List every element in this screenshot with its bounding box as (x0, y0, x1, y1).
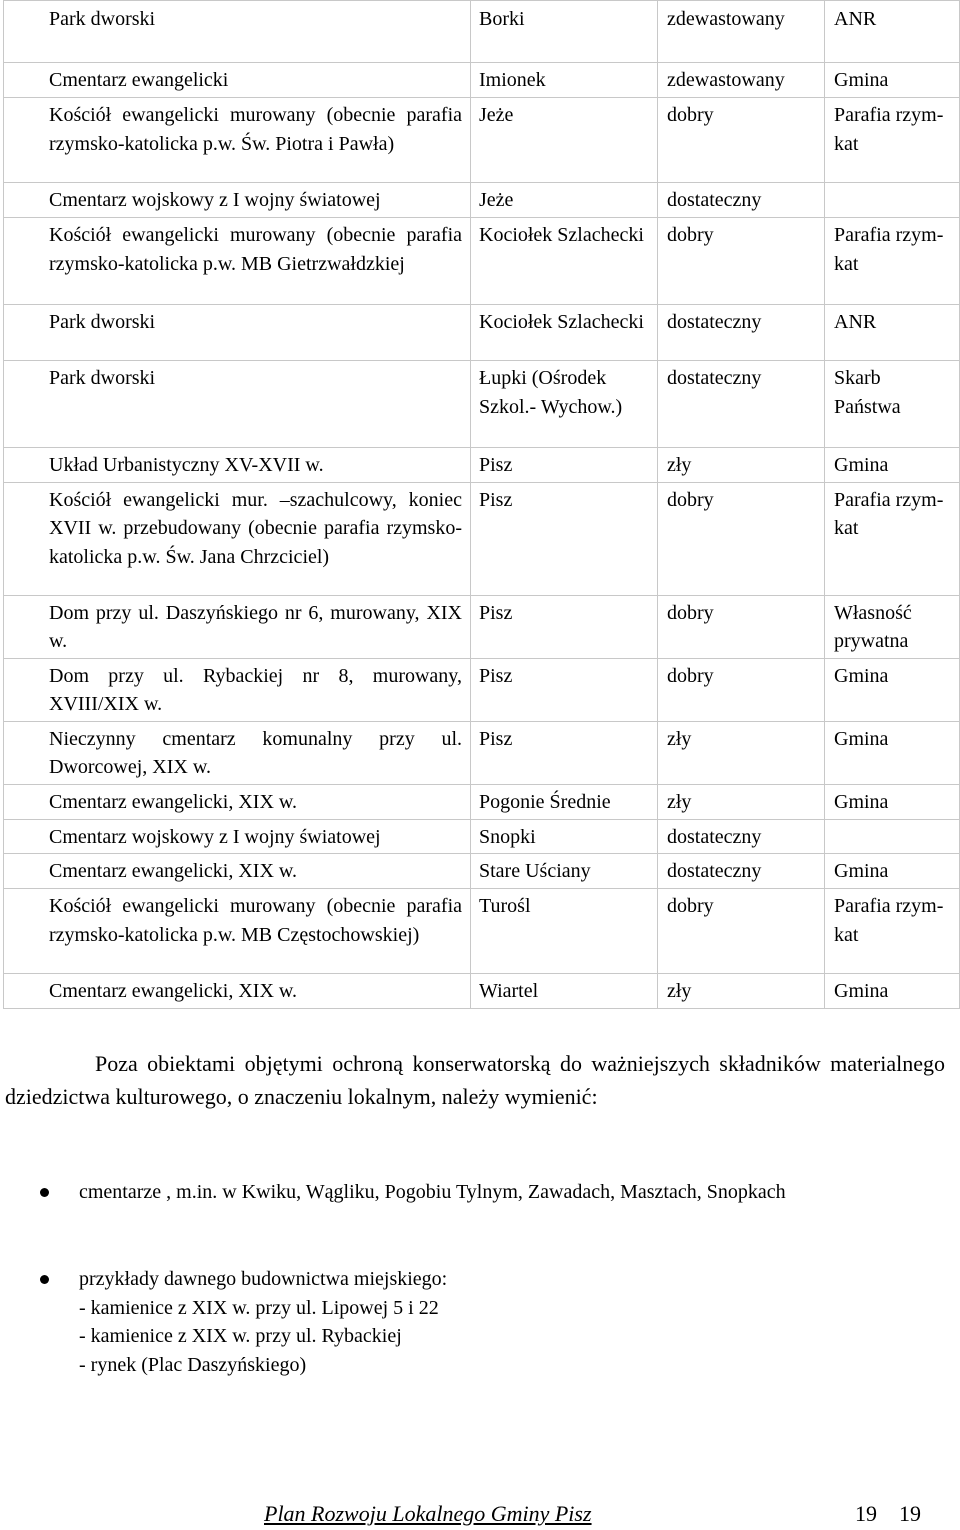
object-name-cell: Układ Urbanistyczny XV-XVII w. (4, 448, 471, 483)
heritage-paragraph (5, 1047, 945, 1113)
footer-title: Plan Rozwoju Lokalnego Gminy Pisz (264, 1501, 592, 1526)
page-number: 19 (855, 1501, 877, 1526)
object-name-cell: Kościół ewangelicki murowany (obecnie parafia rzymsko-katolicka p.w. MB Częstochowskiej) (4, 889, 471, 974)
owner-cell: Własność prywatna (825, 595, 960, 658)
owner-cell: Parafia rzym-kat (825, 98, 960, 183)
condition-cell: dobry (658, 889, 825, 974)
owner-cell: Skarb Państwa (825, 361, 960, 448)
location-cell: Kociołek Szlachecki (471, 218, 658, 305)
condition-cell: zły (658, 974, 825, 1009)
object-name-cell: Cmentarz ewangelicki, XIX w. (4, 784, 471, 819)
table-row (4, 658, 960, 721)
condition-cell: dobry (658, 98, 825, 183)
object-name-cell: Cmentarz ewangelicki (4, 63, 471, 98)
object-name-cell: Cmentarz wojskowy z I wojny światowej (4, 819, 471, 854)
location-cell: Borki (471, 1, 658, 63)
owner-cell (825, 819, 960, 854)
object-name-cell: Dom przy ul. Rybackiej nr 8, murowany, XVIII/XIX w. (4, 658, 471, 721)
table-row (4, 784, 960, 819)
condition-cell: dostateczny (658, 854, 825, 889)
table-row (4, 595, 960, 658)
location-cell: Pisz (471, 658, 658, 721)
table-row (4, 448, 960, 483)
object-name-cell: Kościół ewangelicki murowany (obecnie parafia rzymsko-katolicka p.w. Św. Piotra i Pawła) (4, 98, 471, 183)
location-cell: Kociołek Szlachecki (471, 305, 658, 361)
object-name-cell: Cmentarz wojskowy z I wojny światowej (4, 183, 471, 218)
location-cell: Jeże (471, 183, 658, 218)
condition-cell: dostateczny (658, 361, 825, 448)
location-cell: Wiartel (471, 974, 658, 1009)
owner-cell: Gmina (825, 854, 960, 889)
owner-cell: ANR (825, 305, 960, 361)
location-cell: Pisz (471, 721, 658, 784)
bullet-dot-icon (40, 1275, 49, 1284)
table-row (4, 98, 960, 183)
owner-cell (825, 183, 960, 218)
location-cell: Pisz (471, 448, 658, 483)
table-row (4, 183, 960, 218)
location-cell: Imionek (471, 63, 658, 98)
paragraph-text: Poza obiektami objętymi ochroną konserwatorską do ważniejszych składników materialnego dziedzictwa kulturowego, o znaczeniu lokalnym, należy wymienić: (5, 1051, 945, 1109)
bullet-item (40, 1178, 960, 1207)
bullet-line: - rynek (Plac Daszyńskiego) (79, 1353, 307, 1376)
table-row (4, 482, 960, 595)
location-cell: Pisz (471, 595, 658, 658)
condition-cell: dostateczny (658, 305, 825, 361)
location-cell: Pisz (471, 482, 658, 595)
owner-cell: Parafia rzym-kat (825, 482, 960, 595)
owner-cell: Parafia rzym-kat (825, 218, 960, 305)
condition-cell: zły (658, 784, 825, 819)
bullet-dot-icon (40, 1188, 49, 1197)
condition-cell: zły (658, 448, 825, 483)
condition-cell: dostateczny (658, 819, 825, 854)
location-cell: Łupki (Ośrodek Szkol.- Wychow.) (471, 361, 658, 448)
table-row (4, 1, 960, 63)
object-name-cell: Cmentarz ewangelicki, XIX w. (4, 974, 471, 1009)
table-row (4, 819, 960, 854)
owner-cell: Parafia rzym-kat (825, 889, 960, 974)
condition-cell: dobry (658, 218, 825, 305)
location-cell: Turośl (471, 889, 658, 974)
table-row (4, 854, 960, 889)
bullet-line: przykłady dawnego budownictwa miejskiego: (79, 1268, 448, 1290)
owner-cell: Gmina (825, 658, 960, 721)
table-row (4, 305, 960, 361)
condition-cell: dobry (658, 658, 825, 721)
owner-cell: ANR (825, 1, 960, 63)
object-name-cell: Kościół ewangelicki mur. –szachulcowy, koniec XVII w. przebudowany (obecnie parafia rzymsko-katolicka p.w. Św. Jana Chrzciciel) (4, 482, 471, 595)
condition-cell: zły (658, 721, 825, 784)
table-body (4, 1, 960, 1009)
owner-cell: Gmina (825, 784, 960, 819)
object-name-cell: Park dworski (4, 361, 471, 448)
table-row (4, 361, 960, 448)
heritage-objects-table (3, 0, 960, 1009)
table-row (4, 889, 960, 974)
condition-cell: dostateczny (658, 183, 825, 218)
condition-cell: dobry (658, 482, 825, 595)
object-name-cell: Dom przy ul. Daszyńskiego nr 6, murowany, XIX w. (4, 595, 471, 658)
bullet-line: - kamienice z XIX w. przy ul. Lipowej 5 i 22 (79, 1296, 439, 1319)
condition-cell: zdewastowany (658, 63, 825, 98)
location-cell: Jeże (471, 98, 658, 183)
location-cell: Pogonie Średnie (471, 784, 658, 819)
table-row (4, 974, 960, 1009)
bullet-item (40, 1265, 960, 1379)
object-name-cell: Park dworski (4, 305, 471, 361)
table-row (4, 721, 960, 784)
owner-cell: Gmina (825, 721, 960, 784)
location-cell: Stare Uściany (471, 854, 658, 889)
page-footer (0, 1499, 960, 1529)
condition-cell: dobry (658, 595, 825, 658)
object-name-cell: Cmentarz ewangelicki, XIX w. (4, 854, 471, 889)
object-name-cell: Nieczynny cmentarz komunalny przy ul. Dworcowej, XIX w. (4, 721, 471, 784)
owner-cell: Gmina (825, 448, 960, 483)
page-number-total: 19 (899, 1501, 921, 1526)
condition-cell: zdewastowany (658, 1, 825, 63)
bullet-line: - kamienice z XIX w. przy ul. Rybackiej (79, 1325, 402, 1347)
owner-cell: Gmina (825, 63, 960, 98)
table-row (4, 218, 960, 305)
object-name-cell: Park dworski (4, 1, 471, 63)
table-row (4, 63, 960, 98)
location-cell: Snopki (471, 819, 658, 854)
bullet-line: cmentarze , m.in. w Kwiku, Wągliku, Pogobiu Tylnym, Zawadach, Masztach, Snopkach (79, 1181, 786, 1203)
object-name-cell: Kościół ewangelicki murowany (obecnie parafia rzymsko-katolicka p.w. MB Gietrzwałdzkiej (4, 218, 471, 305)
owner-cell: Gmina (825, 974, 960, 1009)
